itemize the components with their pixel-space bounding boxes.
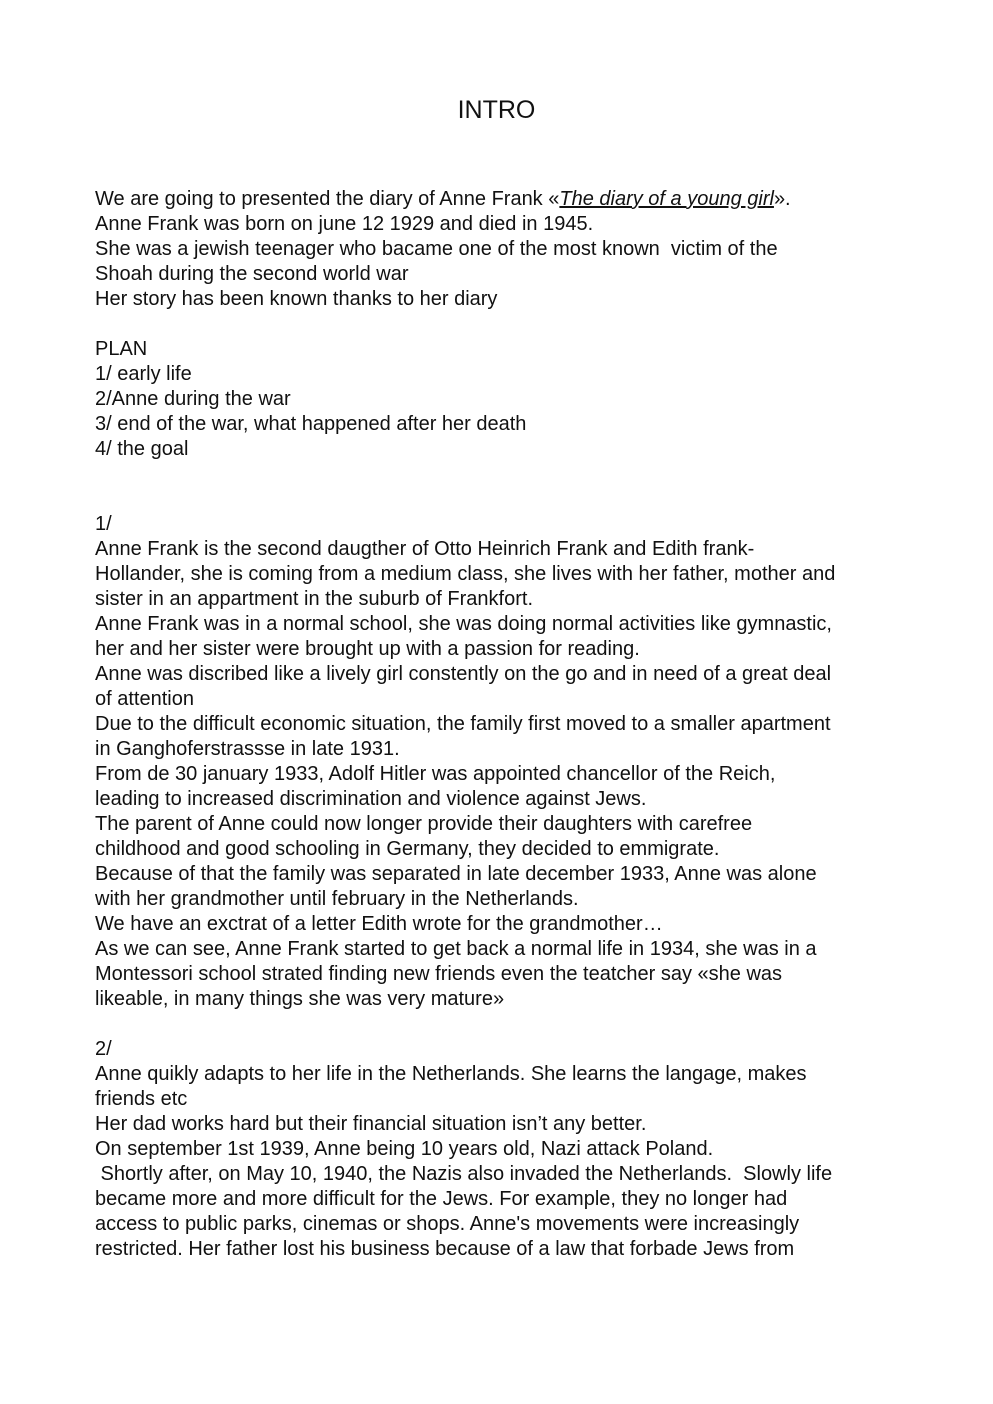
section-line: Anne was discribed like a lively girl constently on the go and in need of a great deal (95, 663, 832, 685)
plan-heading: PLAN (95, 338, 148, 360)
plan-item: 4/ the goal (95, 438, 189, 460)
plan-item: 1/ early life (95, 363, 192, 385)
section-line: with her grandmother until february in the Netherlands. (95, 888, 579, 910)
spacer (95, 462, 905, 487)
section-line: On september 1st 1939, Anne being 10 years old, Nazi attack Poland. (95, 1138, 714, 1160)
plan-item: 3/ end of the war, what happened after her death (95, 413, 527, 435)
plan-section (95, 337, 905, 462)
section-line: Anne Frank was in a normal school, she was doing normal activities like gymnastic, (95, 613, 832, 635)
section-line: of attention (95, 688, 194, 710)
section-line: sister in an appartment in the suburb of Frankfort. (95, 588, 533, 610)
section-line: Her dad works hard but their financial situation isn’t any better. (95, 1113, 647, 1135)
section-line: in Ganghoferstrassse in late 1931. (95, 738, 400, 760)
section-line: became more and more difficult for the Jews. For example, they no longer had (95, 1188, 788, 1210)
intro-line: Shoah during the second world war (95, 263, 409, 285)
section-line: The parent of Anne could now longer provide their daughters with carefree (95, 813, 753, 835)
section-line: Shortly after, on May 10, 1940, the Nazis also invaded the Netherlands. Slowly life (95, 1163, 833, 1185)
book-title: The diary of a young girl (559, 188, 774, 210)
section-line: We have an exctrat of a letter Edith wrote for the grandmother… (95, 913, 663, 935)
spacer (95, 487, 905, 512)
page-title: INTRO (457, 96, 536, 124)
section-line: likeable, in many things she was very mature» (95, 988, 505, 1010)
intro-text: ». (773, 188, 791, 210)
section-line: childhood and good schooling in Germany, they decided to emmigrate. (95, 838, 720, 860)
document-body (95, 187, 905, 1262)
plan-item: 2/Anne during the war (95, 388, 291, 410)
section-line: Anne quikly adapts to her life in the Netherlands. She learns the langage, makes (95, 1063, 807, 1085)
section-line: restricted. Her father lost his business because of a law that forbade Jews from (95, 1238, 795, 1260)
section-line: Because of that the family was separated in late december 1933, Anne was alone (95, 863, 817, 885)
section-heading: 2/ (95, 1038, 112, 1060)
intro-line: She was a jewish teenager who bacame one of the most known victim of the (95, 238, 778, 260)
section-line: leading to increased discrimination and violence against Jews. (95, 788, 647, 810)
section-line: From de 30 january 1933, Adolf Hitler was appointed chancellor of the Reich, (95, 763, 776, 785)
intro-line: Her story has been known thanks to her diary (95, 288, 498, 310)
intro-line (95, 187, 905, 212)
section-line: Due to the difficult economic situation, the family first moved to a smaller apartment (95, 713, 831, 735)
section-line: Anne Frank is the second daugther of Otto Heinrich Frank and Edith frank- (95, 538, 755, 560)
section-line: her and her sister were brought up with a passion for reading. (95, 638, 640, 660)
spacer (95, 1012, 905, 1037)
intro-line: Anne Frank was born on june 12 1929 and died in 1945. (95, 213, 594, 235)
section-line: Montessori school strated finding new friends even the teatcher say «she was (95, 963, 783, 985)
intro-paragraph (95, 187, 905, 312)
section-line: friends etc (95, 1088, 188, 1110)
section-1 (95, 512, 905, 1012)
intro-text: We are going to presented the diary of Anne Frank « (95, 188, 560, 210)
section-heading: 1/ (95, 513, 112, 535)
section-2 (95, 1037, 905, 1262)
section-line: As we can see, Anne Frank started to get back a normal life in 1934, she was in a (95, 938, 817, 960)
section-line: access to public parks, cinemas or shops. Anne's movements were increasingly (95, 1213, 800, 1235)
spacer (95, 312, 905, 337)
section-line: Hollander, she is coming from a medium class, she lives with her father, mother and (95, 563, 836, 585)
